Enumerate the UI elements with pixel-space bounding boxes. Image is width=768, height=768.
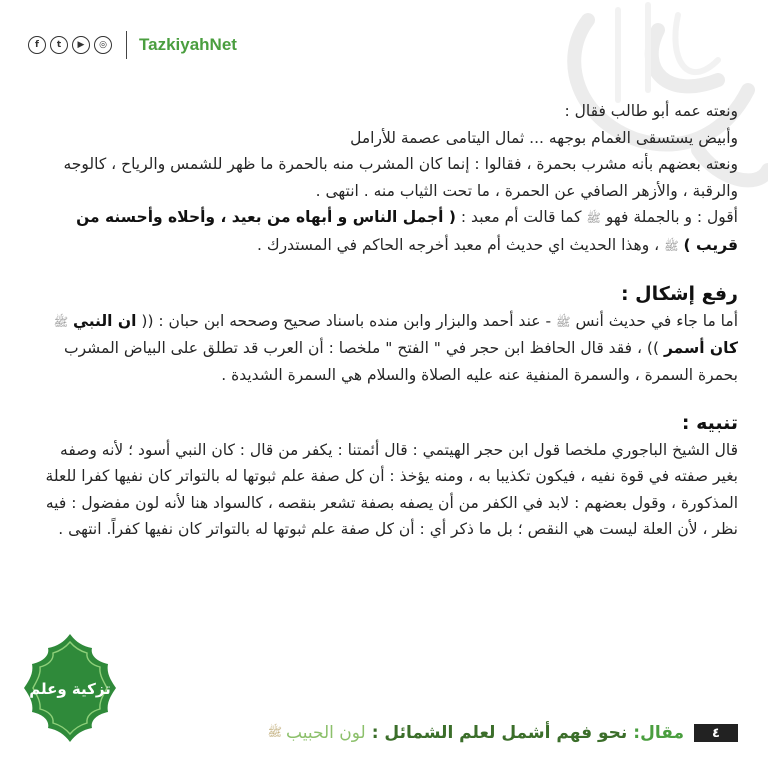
section-heading: تنبيه : (681, 412, 738, 434)
salutation-mark: ﷺ (53, 314, 69, 329)
paragraph-text: كما قالت أم معبد : (460, 208, 582, 226)
paragraph-text: ، وهذا الحديث اي حديث أم معبد أخرجه الحاكم في المستدرك . (257, 235, 660, 254)
paragraph (36, 308, 738, 389)
tazkiyah-emblem (22, 632, 118, 744)
page-number: ٤ (694, 724, 738, 742)
footer-title: نحو فهم أشمل لعلم الشمائل : (371, 723, 628, 743)
paragraph-text: )) ، فقد قال الحافظ ابن حجر في " الفتح " ملخصا : أن العرب قد تطلق على البياض المشرب بحمرة السمرة ، والسمرة المنفية عنه عليه الصلاة والسلام هي السمرة الشديدة . (64, 339, 738, 384)
header-divider (126, 31, 127, 59)
facebook-icon[interactable]: f (28, 36, 46, 54)
emblem-text: تزكية وعلم (29, 680, 111, 698)
twitter-icon[interactable]: t (50, 36, 68, 54)
footer-article-label: مقال: (633, 723, 684, 743)
instagram-icon[interactable]: ◎ (94, 36, 112, 54)
paragraph-text: أما ما جاء في حديث أنس (575, 311, 738, 330)
paragraph-text: أقول : و بالجملة فهو (605, 208, 738, 226)
salutation-mark: ﷺ (664, 238, 679, 253)
youtube-icon[interactable]: ▶ (72, 36, 90, 54)
salutation-mark: ﷺ (556, 314, 571, 329)
paragraph: قال الشيخ الباجوري ملخصا قول ابن حجر الهيتمي : قال أئمتنا : يكفر من قال : كان النبي أسود ؛ لأنه وصفه بغير صفته في قوة نفيه ، فيكون تكذيبا به ، ومنه يؤخذ : أن كل صفة علم ثبوتها له بالتواتر كان نفيها كفرا للعلة المذكورة ، وقول بعضهم : لابد في الكفر من أن يصفه بصفة تشعر بنقصه ، كالسواد هنا لأنه لون مفضول : فيه نظر ، لأن العلة ليست هي النقص ؛ بل ما ذكر أي : أن كل صفة علم ثبوتها له بالتواتر كان نفيها كفراً. انتهى . (45, 440, 738, 538)
section-heading: رفع إشكال : (620, 283, 738, 305)
text-line: ونعته بعضهم بأنه مشرب بحمرة ، فقالوا : إنما كان المشرب منه بالحمرة ما ظهر للشمس والرياح ، (111, 155, 738, 173)
quote-bold: ( أجمل الناس و أبهاه من بعيد ، وأحلاه وأحسنه من قريب ) (76, 208, 738, 254)
paragraph (36, 151, 738, 204)
footer-salutation: ﷺ (267, 724, 283, 739)
text-line: كالوجه والرقبة ، والأزهر الصافي عن الحمرة ، ما تحت الثياب منه . انتهى . (63, 155, 738, 200)
brand-name[interactable]: TazkiyahNet (139, 35, 237, 54)
paragraph (36, 204, 738, 259)
social-links (28, 36, 112, 54)
article-body (36, 98, 738, 543)
footer (268, 718, 738, 748)
text-line: وأبيض يستسقى الغمام بوجهه ... ثمال اليتامى عصمة للأرامل (350, 128, 738, 147)
quote-bold: كان أسمر (663, 339, 738, 357)
paragraph-text: - عند أحمد والبزار وابن منده باسناد صحيح وصححه ابن حبان : (( (141, 311, 552, 330)
quote-bold: ان النبي (73, 311, 137, 330)
footer-topic: لون الحبيب (286, 723, 366, 743)
header (28, 30, 237, 60)
text-line: ونعته عمه أبو طالب فقال : (564, 102, 738, 120)
salutation-mark: ﷺ (586, 211, 601, 225)
